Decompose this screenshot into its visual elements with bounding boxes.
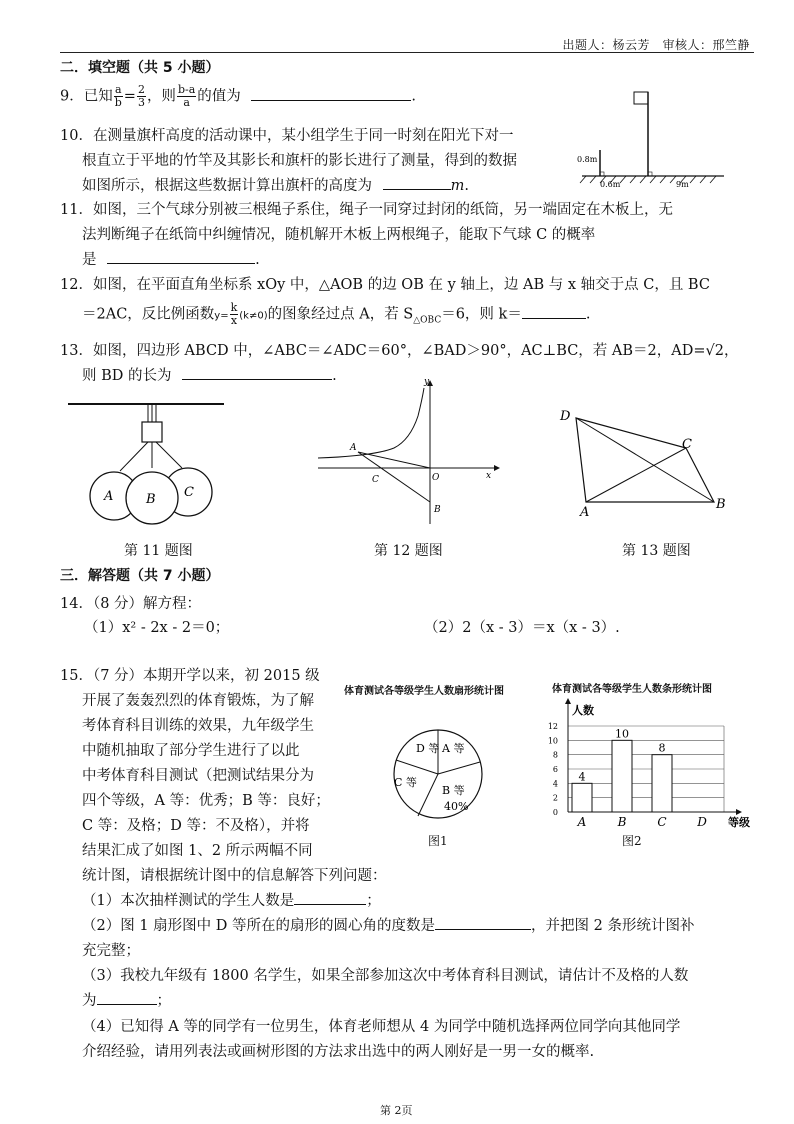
fig12-coordinate xyxy=(314,378,504,528)
q15-sub1 xyxy=(82,889,381,910)
label-b: B xyxy=(434,505,441,515)
paper-tube xyxy=(142,422,162,442)
q9-end: . xyxy=(411,88,416,105)
q9-two: 2 xyxy=(137,83,145,96)
q12-text-a: ＝2AC，反比例函数 xyxy=(82,306,215,323)
q14-part1: （1）x² - 2x - 2＝0； xyxy=(84,620,230,636)
q15-s1-blank[interactable] xyxy=(294,890,366,905)
label-c: C xyxy=(372,475,379,485)
x-category-label: A xyxy=(577,815,587,829)
q9-a: a xyxy=(114,83,122,96)
label-a: A xyxy=(104,489,114,504)
question-9 xyxy=(60,84,416,109)
q10-end: . xyxy=(464,178,469,194)
flag xyxy=(634,92,648,104)
q11-end: . xyxy=(255,252,260,268)
label-o: O xyxy=(432,473,440,483)
q15-sub2 xyxy=(82,914,694,935)
q10-figure xyxy=(574,86,734,188)
q9-mid: ，则 xyxy=(146,88,176,105)
fig11-caption: 第 11 题图 xyxy=(124,543,193,559)
y-axis-arrow xyxy=(565,698,571,704)
q12-k: k xyxy=(230,301,238,314)
q11-answer-blank[interactable] xyxy=(107,249,255,264)
q15-sub4: （4）已知得 A 等的同学有一位男生，体育老师想从 4 为同学中随机选择两位同学向其他同学 xyxy=(82,1019,681,1035)
q12-cond: (k≠0) xyxy=(239,310,268,322)
y-tick-label: 4 xyxy=(552,779,558,789)
q12-answer-blank[interactable] xyxy=(522,304,586,319)
page-number: 第 2页 xyxy=(380,1104,413,1117)
q15-line9: 统计图，请根据统计图中的信息解答下列问题： xyxy=(82,868,387,884)
hyperbola xyxy=(318,388,424,458)
label-9m: 9m xyxy=(676,180,689,188)
label-c: C xyxy=(682,437,692,452)
q9-post: 的值为 xyxy=(197,88,241,105)
bar-value-label: 4 xyxy=(578,770,586,784)
q9-fraction-ab xyxy=(114,84,123,109)
q10-unit: m xyxy=(450,178,465,194)
q12-line1: 12．如图，在平面直角坐标系 xOy 中，△AOB 的边 OB 在 y 轴上，边 AB 与 x 轴交于点 C，且 BC xyxy=(60,277,710,293)
pie-chart xyxy=(380,722,500,832)
bar-b xyxy=(612,740,632,812)
q15-s1-text: （1）本次抽样测试的学生人数是 xyxy=(82,893,295,909)
q15-line1: 15．（7 分）本期开学以来，初 2015 级 xyxy=(60,668,320,684)
q15-s1-end: ； xyxy=(366,893,381,909)
pie-title: 体育测试各等级学生人数扇形统计图 xyxy=(344,686,504,697)
q15-line5: 中考体育科目测试（把测试结果分为 xyxy=(82,768,314,784)
q9-b: b xyxy=(114,96,122,109)
pie-label-c: C 等 xyxy=(394,776,417,789)
header-rule xyxy=(60,52,754,53)
q11-line2: 法判断绳子在纸筒中纠缠情况，随机解开木板上两根绳子，能取下气球 C 的概率 xyxy=(82,227,596,243)
q13-line2 xyxy=(82,364,337,385)
q9-number: 9． xyxy=(60,88,84,105)
y-tick-label: 12 xyxy=(547,722,558,731)
q12-line2 xyxy=(82,302,590,327)
q10-line3 xyxy=(82,174,469,195)
pie-label-pct: 40% xyxy=(444,800,469,813)
q9-text: 已知 xyxy=(83,88,113,105)
q14-part2: （2）2（x - 3）＝x（x - 3）. xyxy=(424,620,620,636)
q15-s2-text: （2）图 1 扇形图中 D 等所在的扇形的圆心角的度数是 xyxy=(82,918,436,934)
q15-s2-text-b: ，并把图 2 条形统计图补 xyxy=(531,918,695,934)
label-y: y xyxy=(424,378,430,387)
q12-text-c: ＝6，则 k＝ xyxy=(441,306,522,323)
x-category-label: B xyxy=(617,815,627,829)
bar-value-label: 8 xyxy=(658,741,666,755)
bar-title: 体育测试各等级学生人数条形统计图 xyxy=(552,684,712,695)
y-axis-title: 人数 xyxy=(572,704,594,717)
label-b: B xyxy=(716,497,726,512)
q15-line7: C 等：及格；D 等：不及格），并将 xyxy=(82,818,310,834)
bars-layer xyxy=(548,698,750,829)
q14-line1: 14．（8 分）解方程： xyxy=(60,596,202,612)
q10-text: 如图所示，根据这些数据计算出旗杆的高度为 xyxy=(82,178,372,194)
q15-line3: 考体育科目训练的效果，九年级学生 xyxy=(82,718,314,734)
x-axis-arrow xyxy=(736,809,742,815)
label-0.6m: 0.6m xyxy=(600,180,621,188)
q9-answer-blank[interactable] xyxy=(251,86,411,101)
q15-line8: 结果汇成了如图 1、2 所示两幅不同 xyxy=(82,843,313,859)
q9-a2: a xyxy=(183,96,190,109)
bar-chart xyxy=(536,696,772,836)
q15-s3-end: ； xyxy=(156,993,171,1009)
q9-fraction-bma xyxy=(177,84,196,109)
label-0.8m: 0.8m xyxy=(577,155,598,164)
fig13-quadrilateral xyxy=(556,402,736,522)
q13-line1: 13．如图，四边形 ABCD 中，∠ABC＝∠ADC＝60°，∠BAD＞90°，AC⊥BC，若 AB＝2，AD=√2， xyxy=(60,343,739,359)
q15-line4: 中随机抽取了部分学生进行了以此 xyxy=(82,743,300,759)
pie-caption: 图1 xyxy=(428,834,448,848)
y-tick-label: 2 xyxy=(552,793,558,803)
bar-caption: 图2 xyxy=(622,834,642,848)
q10-line1: 10．在测量旗杆高度的活动课中，某小组学生于同一时刻在阳光下对一 xyxy=(60,128,514,144)
q15-line2: 开展了轰轰烈烈的体育锻炼，为了解 xyxy=(82,693,314,709)
q9-eq: = xyxy=(123,88,136,105)
pie-label-b: B 等 xyxy=(442,784,465,797)
q11-text: 是 xyxy=(82,252,97,268)
q10-line2: 根直立于平地的竹竿及其影长和旗杆的影长进行了测量，得到的数据 xyxy=(82,153,517,169)
q15-sub2c: 充完整； xyxy=(82,943,140,959)
label-a: A xyxy=(580,505,590,520)
fig12-caption: 第 12 题图 xyxy=(374,543,443,559)
q13-answer-blank[interactable] xyxy=(182,365,332,380)
bar-a xyxy=(572,783,592,812)
label-d: D xyxy=(560,409,571,424)
q12-fraction xyxy=(230,302,239,327)
q15-line6: 四个等级，A 等：优秀；B 等：良好； xyxy=(82,793,330,809)
y-tick-label: 8 xyxy=(552,750,558,760)
section-title-solve: 三．解答题（共 7 小题） xyxy=(60,568,220,584)
q12-sub: △OBC xyxy=(413,315,442,326)
q12-end: . xyxy=(585,306,591,323)
q15-sub3: （3）我校九年级有 1800 名学生，如果全部参加这次中考体育科目测试，请估计不及格的人数 xyxy=(82,968,689,984)
q15-s3-blank[interactable] xyxy=(97,990,157,1005)
q15-sub4b: 介绍经验，请用列表法或画树形图的方法求出选中的两人刚好是一男一女的概率. xyxy=(82,1044,595,1060)
q12-fn-y: y= xyxy=(214,310,229,322)
q13-end: . xyxy=(332,368,337,384)
q13-text: 则 BD 的长为 xyxy=(82,368,172,384)
q9-three: 3 xyxy=(137,96,145,109)
q15-s2-blank[interactable] xyxy=(435,915,531,930)
pie-label-a: A 等 xyxy=(442,742,465,755)
fig11-balloons xyxy=(64,396,234,528)
label-b: B xyxy=(146,492,156,507)
q11-line3 xyxy=(82,248,260,269)
bar-c xyxy=(652,755,672,812)
bar-value-label: 10 xyxy=(615,727,629,741)
q15-sub3b xyxy=(82,989,171,1010)
y-tick-label: 0 xyxy=(552,808,558,817)
q9-fraction-23 xyxy=(137,84,146,109)
pie-label-d: D 等 xyxy=(416,742,440,755)
fig13-caption: 第 13 题图 xyxy=(622,543,691,559)
page-header: 出题人：杨云芳 审核人：邢竺静 xyxy=(562,38,750,52)
q15-s3-text: 为 xyxy=(82,993,97,1009)
x-category-label: D xyxy=(697,815,707,829)
q12-x: x xyxy=(230,314,238,327)
q9-bma: b-a xyxy=(177,83,196,96)
x-category-label: C xyxy=(657,815,667,829)
y-tick-label: 6 xyxy=(552,765,558,774)
section-title-fill-blank: 二．填空题（共 5 小题） xyxy=(60,60,220,76)
x-axis-title: 等级 xyxy=(728,816,750,829)
label-c: C xyxy=(184,485,194,500)
y-tick-label: 10 xyxy=(547,736,558,746)
q12-text-b: 的图象经过点 A，若 S xyxy=(267,306,414,323)
q10-answer-blank[interactable] xyxy=(383,175,451,190)
q11-line1: 11．如图，三个气球分别被三根绳子系住，绳子一同穿过封闭的纸筒，另一端固定在木板上，无 xyxy=(60,202,673,218)
label-a: A xyxy=(350,443,357,453)
label-x: x xyxy=(486,471,492,481)
